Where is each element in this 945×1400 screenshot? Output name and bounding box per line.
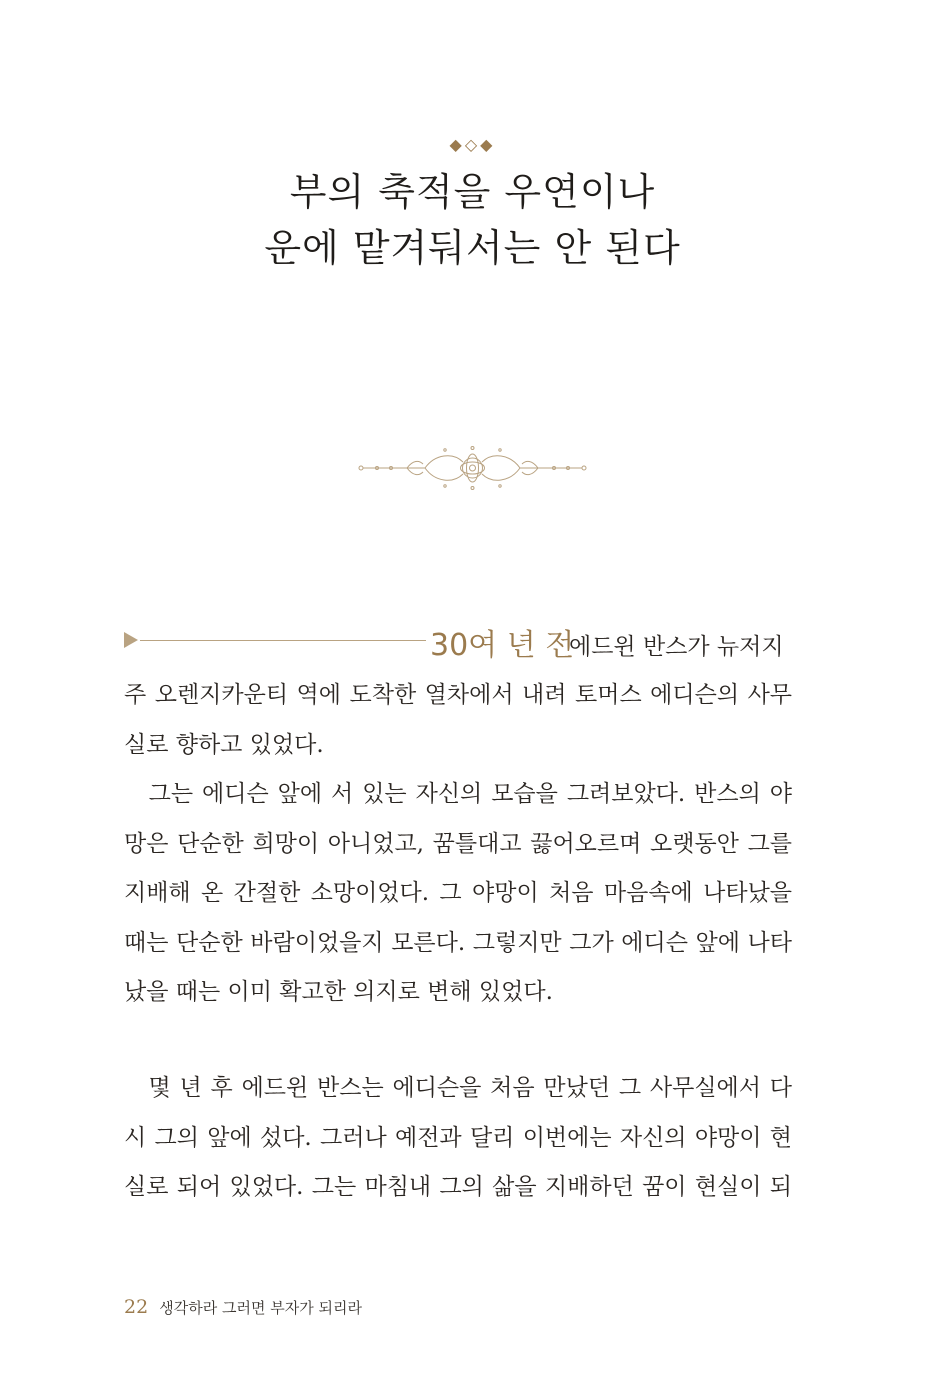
body-line: 실로 향하고 있었다. (124, 731, 324, 758)
chapter-title-line-2: 운에 맡겨둬서는 안 된다 (264, 226, 681, 270)
body-line: 몇 년 후 에드윈 반스는 에디슨을 처음 만났던 그 사무실에서 다 (124, 1075, 792, 1101)
body-line: 실로 되어 있었다. 그는 마침내 그의 삶을 지배하던 꿈이 현실이 되 (124, 1174, 792, 1200)
chapter-title-line-1: 부의 축적을 우연이나 (289, 170, 656, 214)
lead-body-text: 에드윈 반스가 뉴저지 (569, 634, 784, 660)
running-book-title: 생각하라 그러면 부자가 되리라 (159, 1299, 362, 1317)
page-number: 22 (124, 1296, 149, 1318)
title-ornament-diamonds: ◆◇◆ (449, 135, 496, 154)
body-line: 났을 때는 이미 확고한 의지로 변해 있었다. (124, 979, 553, 1005)
body-text-block-2 (124, 1064, 792, 1213)
body-text-block-1 (124, 671, 792, 1018)
lead-in (124, 624, 794, 664)
decorative-flourish (355, 442, 590, 502)
chapter-title (0, 164, 945, 276)
body-line: 때는 단순한 바람이었을지 모른다. 그렇지만 그가 에디슨 앞에 나타 (124, 929, 792, 956)
page-footer (124, 1296, 362, 1318)
lead-highlight-text: 30여 년 전 (430, 628, 575, 663)
body-line: 시 그의 앞에 섰다. 그러나 예전과 달리 이번에는 자신의 야망이 현 (124, 1124, 792, 1151)
body-line: 주 오렌지카운티 역에 도착한 열차에서 내려 토머스 에디슨의 사무 (124, 682, 792, 708)
lead-arrow-icon (124, 632, 138, 648)
body-line: 지배해 온 간절한 소망이었다. 그 야망이 처음 마음속에 나타났을 (124, 880, 792, 906)
body-line: 그는 에디슨 앞에 서 있는 자신의 모습을 그려보았다. 반스의 야 (124, 781, 792, 807)
body-line: 망은 단순한 희망이 아니었고, 꿈틀대고 끓어오르며 오랫동안 그를 (124, 830, 792, 857)
lead-rule (140, 640, 426, 641)
